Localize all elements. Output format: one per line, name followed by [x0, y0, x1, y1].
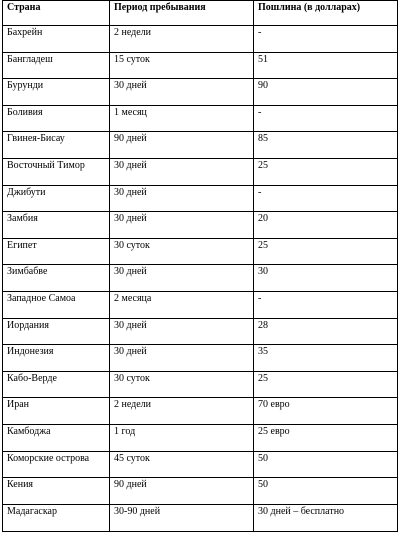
- cell-stay-period: 90 дней: [110, 478, 254, 505]
- header-fee: Пошлина (в долларах): [254, 1, 398, 26]
- cell-stay-period: 15 суток: [110, 52, 254, 79]
- table-row: [3, 105, 398, 132]
- cell-fee: -: [254, 185, 398, 212]
- cell-country: Джибути: [3, 185, 110, 212]
- cell-fee: 30: [254, 265, 398, 292]
- visa-fee-table: [2, 0, 398, 532]
- cell-country: Бурунди: [3, 79, 110, 106]
- cell-fee: -: [254, 105, 398, 132]
- cell-stay-period: 30 суток: [110, 371, 254, 398]
- cell-fee: 51: [254, 52, 398, 79]
- cell-fee: 30 дней – бесплатно: [254, 504, 398, 531]
- cell-stay-period: 1 месяц: [110, 105, 254, 132]
- cell-fee: -: [254, 26, 398, 53]
- table-row: [3, 345, 398, 372]
- table-row: [3, 265, 398, 292]
- cell-stay-period: 90 дней: [110, 132, 254, 159]
- cell-country: Зимбабве: [3, 265, 110, 292]
- cell-stay-period: 2 недели: [110, 398, 254, 425]
- table-row: [3, 424, 398, 451]
- table-row: [3, 185, 398, 212]
- cell-country: Восточный Тимор: [3, 158, 110, 185]
- cell-fee: 28: [254, 318, 398, 345]
- header-stay-period: Период пребывания: [110, 1, 254, 26]
- table-row: [3, 451, 398, 478]
- cell-country: Кабо-Верде: [3, 371, 110, 398]
- cell-fee: 50: [254, 478, 398, 505]
- cell-fee: 25: [254, 238, 398, 265]
- cell-fee: 70 евро: [254, 398, 398, 425]
- cell-fee: 85: [254, 132, 398, 159]
- table-row: [3, 478, 398, 505]
- cell-country: Кения: [3, 478, 110, 505]
- cell-stay-period: 30 дней: [110, 158, 254, 185]
- cell-stay-period: 30 дней: [110, 265, 254, 292]
- cell-country: Боливия: [3, 105, 110, 132]
- cell-stay-period: 30 дней: [110, 345, 254, 372]
- table-row: [3, 212, 398, 239]
- cell-stay-period: 30 дней: [110, 212, 254, 239]
- cell-fee: 50: [254, 451, 398, 478]
- cell-country: Камбоджа: [3, 424, 110, 451]
- cell-country: Бангладеш: [3, 52, 110, 79]
- table-row: [3, 291, 398, 318]
- cell-country: Замбия: [3, 212, 110, 239]
- cell-fee: 25: [254, 371, 398, 398]
- cell-fee: 25 евро: [254, 424, 398, 451]
- cell-country: Гвинея-Бисау: [3, 132, 110, 159]
- table-row: [3, 158, 398, 185]
- header-country: Страна: [3, 1, 110, 26]
- cell-fee: 90: [254, 79, 398, 106]
- cell-country: Иран: [3, 398, 110, 425]
- table-row: [3, 26, 398, 53]
- cell-country: Западное Самоа: [3, 291, 110, 318]
- cell-country: Египет: [3, 238, 110, 265]
- cell-stay-period: 2 месяца: [110, 291, 254, 318]
- cell-fee: -: [254, 291, 398, 318]
- cell-fee: 20: [254, 212, 398, 239]
- cell-country: Бахрейн: [3, 26, 110, 53]
- cell-stay-period: 30 дней: [110, 318, 254, 345]
- table-row: [3, 52, 398, 79]
- cell-stay-period: 45 суток: [110, 451, 254, 478]
- cell-fee: 35: [254, 345, 398, 372]
- cell-stay-period: 30 дней: [110, 79, 254, 106]
- table-row: [3, 371, 398, 398]
- cell-fee: 25: [254, 158, 398, 185]
- cell-stay-period: 30-90 дней: [110, 504, 254, 531]
- cell-country: Коморские острова: [3, 451, 110, 478]
- table-row: [3, 504, 398, 531]
- table-row: [3, 79, 398, 106]
- cell-stay-period: 2 недели: [110, 26, 254, 53]
- table-row: [3, 132, 398, 159]
- cell-stay-period: 30 дней: [110, 185, 254, 212]
- table-header-row: [3, 1, 398, 26]
- table-body: [3, 26, 398, 532]
- cell-stay-period: 30 суток: [110, 238, 254, 265]
- table-row: [3, 398, 398, 425]
- cell-country: Мадагаскар: [3, 504, 110, 531]
- cell-country: Иордания: [3, 318, 110, 345]
- cell-country: Индонезия: [3, 345, 110, 372]
- table-row: [3, 238, 398, 265]
- table-row: [3, 318, 398, 345]
- cell-stay-period: 1 год: [110, 424, 254, 451]
